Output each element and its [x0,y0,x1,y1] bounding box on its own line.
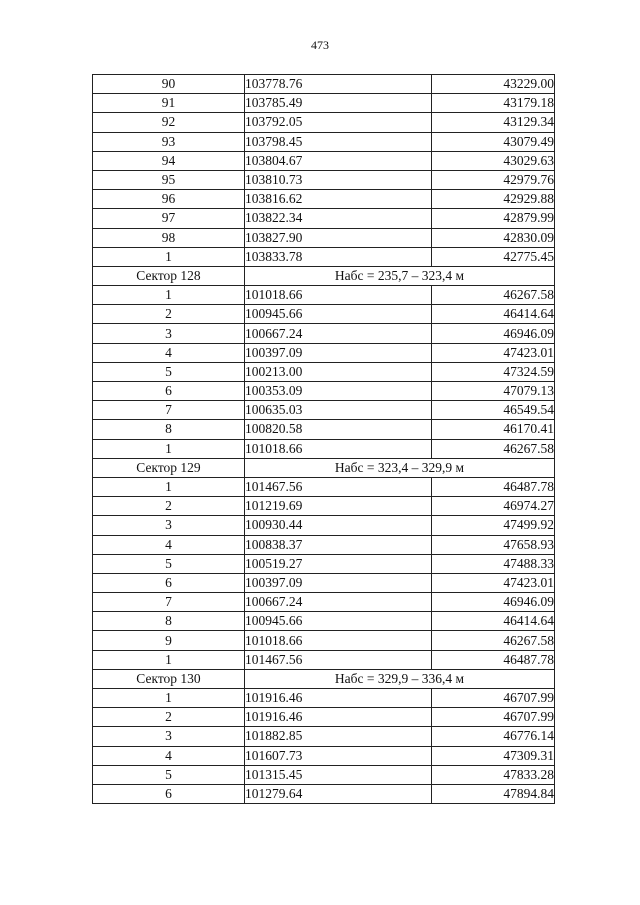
table-row [93,708,555,727]
page-number: 473 [311,38,329,52]
coordinate-x: 101018.66 [245,631,432,650]
point-number: 2 [93,708,245,727]
point-number: 98 [93,228,245,247]
coordinate-x: 101916.46 [245,708,432,727]
coordinate-x: 103792.05 [245,113,432,132]
table-row [93,746,555,765]
table-row [93,765,555,784]
point-number: 2 [93,497,245,516]
coordinate-y: 43079.49 [432,132,555,151]
table-row [93,612,555,631]
coordinate-x: 103833.78 [245,247,432,266]
coordinate-y: 46707.99 [432,708,555,727]
table-row [93,94,555,113]
coordinate-y: 47894.84 [432,784,555,803]
coordinate-y: 46946.09 [432,324,555,343]
table-row [93,727,555,746]
table-row [93,382,555,401]
point-number: 8 [93,612,245,631]
coordinate-x: 100945.66 [245,612,432,631]
coordinate-y: 47423.01 [432,343,555,362]
table-row [93,593,555,612]
table-row [93,190,555,209]
coordinate-y: 47079.13 [432,382,555,401]
point-number: 91 [93,94,245,113]
table-row [93,132,555,151]
coordinate-y: 42929.88 [432,190,555,209]
coordinate-y: 46267.58 [432,286,555,305]
point-number: 6 [93,784,245,803]
point-number: 3 [93,324,245,343]
coordinate-y: 47833.28 [432,765,555,784]
point-number: 97 [93,209,245,228]
point-number: 7 [93,593,245,612]
coordinate-y: 43179.18 [432,94,555,113]
table-row [93,286,555,305]
coordinate-x: 100519.27 [245,554,432,573]
point-number: 8 [93,420,245,439]
table-row [93,784,555,803]
coordinate-x: 101882.85 [245,727,432,746]
point-number: 4 [93,746,245,765]
point-number: 5 [93,362,245,381]
coordinate-y: 46974.27 [432,497,555,516]
coordinate-y: 46267.58 [432,439,555,458]
coordinate-x: 101315.45 [245,765,432,784]
table-row [93,113,555,132]
coordinate-y: 47423.01 [432,573,555,592]
coordinate-x: 103810.73 [245,170,432,189]
table-row [93,439,555,458]
coordinate-x: 101467.56 [245,477,432,496]
coordinate-x: 100353.09 [245,382,432,401]
point-number: 4 [93,343,245,362]
coordinate-x: 101219.69 [245,497,432,516]
sector-name: Сектор 130 [93,669,245,688]
sector-height-range: Набс = 323,4 – 329,9 м [245,458,555,477]
table-row [93,324,555,343]
coordinate-x: 101607.73 [245,746,432,765]
coordinate-x: 100820.58 [245,420,432,439]
point-number: 6 [93,382,245,401]
coordinate-y: 43229.00 [432,75,555,94]
table-row [93,497,555,516]
sector-header-row [93,458,555,477]
point-number: 93 [93,132,245,151]
sector-header-row [93,669,555,688]
coordinate-y: 46414.64 [432,305,555,324]
coordinate-x: 103827.90 [245,228,432,247]
table-row [93,170,555,189]
coordinate-x: 103816.62 [245,190,432,209]
point-number: 96 [93,190,245,209]
sector-height-range: Набс = 329,9 – 336,4 м [245,669,555,688]
table-row [93,573,555,592]
coordinate-y: 46414.64 [432,612,555,631]
point-number: 90 [93,75,245,94]
point-number: 95 [93,170,245,189]
point-number: 2 [93,305,245,324]
coordinate-x: 100667.24 [245,593,432,612]
point-number: 5 [93,554,245,573]
point-number: 7 [93,401,245,420]
coordinate-y: 46267.58 [432,631,555,650]
point-number: 6 [93,573,245,592]
table-row [93,650,555,669]
point-number: 1 [93,439,245,458]
coordinate-x: 103798.45 [245,132,432,151]
point-number: 92 [93,113,245,132]
table-row [93,75,555,94]
coordinate-y: 42879.99 [432,209,555,228]
table-row [93,247,555,266]
coordinates-table-body [93,75,555,804]
coordinate-x: 100930.44 [245,516,432,535]
coordinate-y: 47324.59 [432,362,555,381]
point-number: 3 [93,727,245,746]
table-row [93,362,555,381]
table-row [93,631,555,650]
coordinate-x: 101916.46 [245,689,432,708]
coordinate-x: 100213.00 [245,362,432,381]
point-number: 4 [93,535,245,554]
coordinates-table [92,74,555,804]
point-number: 1 [93,477,245,496]
coordinate-x: 103804.67 [245,151,432,170]
coordinate-y: 43029.63 [432,151,555,170]
coordinate-y: 46487.78 [432,650,555,669]
coordinate-y: 46170.41 [432,420,555,439]
sector-height-range: Набс = 235,7 – 323,4 м [245,266,555,285]
coordinate-x: 103785.49 [245,94,432,113]
coordinate-y: 47488.33 [432,554,555,573]
sector-name: Сектор 129 [93,458,245,477]
coordinate-x: 100635.03 [245,401,432,420]
point-number: 5 [93,765,245,784]
coordinate-y: 43129.34 [432,113,555,132]
table-row [93,516,555,535]
point-number: 1 [93,286,245,305]
sector-name: Сектор 128 [93,266,245,285]
coordinate-x: 100397.09 [245,343,432,362]
table-row [93,554,555,573]
coordinate-y: 46707.99 [432,689,555,708]
coordinate-y: 46776.14 [432,727,555,746]
table-row [93,209,555,228]
table-row [93,151,555,170]
coordinate-y: 42830.09 [432,228,555,247]
coordinate-y: 46946.09 [432,593,555,612]
point-number: 9 [93,631,245,650]
coordinate-x: 103822.34 [245,209,432,228]
table-row [93,689,555,708]
coordinate-y: 46487.78 [432,477,555,496]
coordinate-x: 101018.66 [245,286,432,305]
coordinate-x: 101279.64 [245,784,432,803]
coordinate-y: 46549.54 [432,401,555,420]
point-number: 1 [93,650,245,669]
table-row [93,535,555,554]
point-number: 3 [93,516,245,535]
table-row [93,343,555,362]
coordinate-x: 101018.66 [245,439,432,458]
coordinate-y: 47658.93 [432,535,555,554]
point-number: 94 [93,151,245,170]
point-number: 1 [93,689,245,708]
coordinate-y: 47309.31 [432,746,555,765]
coordinate-x: 100838.37 [245,535,432,554]
table-row [93,420,555,439]
point-number: 1 [93,247,245,266]
coordinate-x: 100397.09 [245,573,432,592]
table-row [93,401,555,420]
table-row [93,477,555,496]
coordinate-x: 103778.76 [245,75,432,94]
table-row [93,305,555,324]
coordinate-y: 47499.92 [432,516,555,535]
coordinate-x: 100945.66 [245,305,432,324]
table-row [93,228,555,247]
sector-header-row [93,266,555,285]
coordinate-y: 42775.45 [432,247,555,266]
coordinate-y: 42979.76 [432,170,555,189]
coordinate-x: 100667.24 [245,324,432,343]
coordinate-x: 101467.56 [245,650,432,669]
